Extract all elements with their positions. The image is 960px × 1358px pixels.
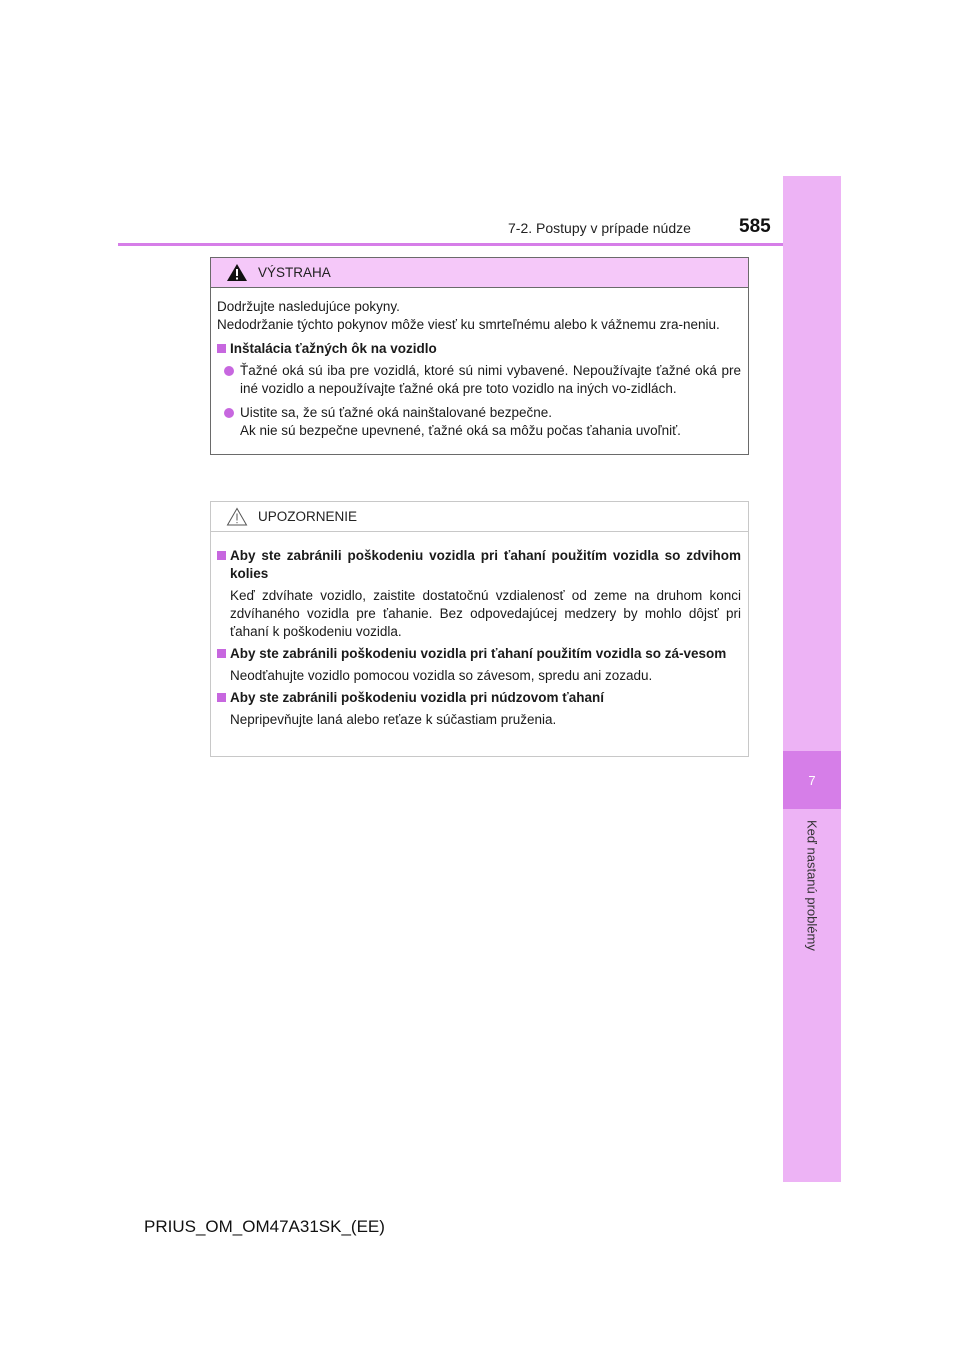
chapter-side-tab: [783, 176, 841, 1182]
caution-text-1: Keď zdvíhate vozidlo, zaistite dostatočnú vzdialenosť od zeme na druhom konci zdvíhaného vozidla pre ťahanie. Bez odpovedajúcej medzery by mohlo dôjsť pri ťahaní k poškodeniu vozidla.: [230, 588, 741, 639]
square-bullet-icon: [217, 649, 226, 658]
warning-bullet-1: [217, 362, 741, 398]
footer-document-code: PRIUS_OM_OM47A31SK_(EE): [144, 1217, 385, 1236]
square-bullet-icon: [217, 344, 226, 353]
header-rule: [118, 243, 783, 246]
warning-header: [211, 258, 748, 288]
warning-bullet-2: [217, 404, 741, 440]
square-bullet-icon: [217, 551, 226, 560]
caution-body: [211, 532, 748, 741]
warning-intro: [217, 298, 741, 334]
warning-heading: [217, 340, 741, 358]
caution-header: [211, 502, 748, 532]
warning-bullet-1-text: Ťažné oká sú iba pre vozidlá, ktoré sú nimi vybavené. Nepoužívajte ťažné oká pre iné vozidlo a nepoužívajte ťažné oká pre toto vozidlo na iných vo-zidlách.: [240, 363, 741, 396]
square-bullet-icon: [217, 693, 226, 702]
chapter-label: Keď nastanú problémy: [804, 820, 820, 951]
caution-title: UPOZORNENIE: [258, 509, 358, 524]
caution-heading-3-text: Aby ste zabránili poškodeniu vozidla pri núdzovom ťahaní: [230, 690, 605, 705]
caution-heading-3: [217, 689, 741, 707]
warning-bullet-2-text: [240, 404, 681, 440]
caution-box: [210, 501, 749, 757]
warning-heading-text: Inštalácia ťažných ôk na vozidlo: [230, 341, 437, 356]
warning-intro-line2: Nedodržanie týchto pokynov môže viesť ku smrteľnému alebo k vážnemu zra-neniu.: [217, 317, 720, 332]
warning-bullet-2-line2: Ak nie sú bezpečne upevnené, ťažné oká sa môžu počas ťahania uvoľniť.: [240, 423, 681, 438]
warning-title: VÝSTRAHA: [258, 265, 331, 280]
caution-heading-1: [217, 547, 741, 583]
warning-triangle-icon: [226, 263, 248, 282]
warning-box: [210, 257, 749, 455]
page-number: 585: [739, 216, 771, 237]
caution-heading-2-text: Aby ste zabránili poškodeniu vozidla pri ťahaní použitím vozidla so zá-vesom: [230, 646, 727, 661]
circle-bullet-icon: [224, 408, 234, 418]
caution-heading-1-text: Aby ste zabránili poškodeniu vozidla pri ťahaní použitím vozidla so zdvihom kolies: [230, 548, 741, 581]
section-title: 7-2. Postupy v prípade núdze: [508, 220, 691, 236]
circle-bullet-icon: [224, 366, 234, 376]
warning-body: [211, 288, 748, 454]
caution-heading-2: [217, 645, 741, 663]
warning-intro-line1: Dodržujte nasledujúce pokyny.: [217, 299, 400, 314]
caution-text-2: Neodťahujte vozidlo pomocou vozidla so závesom, spredu ani zozadu.: [230, 668, 653, 683]
caution-text-3: Nepripevňujte laná alebo reťaze k súčastiam pruženia.: [230, 712, 557, 727]
chapter-number: 7: [783, 751, 841, 809]
warning-bullet-2-line1: Uistite sa, že sú ťažné oká nainštalované bezpečne.: [240, 405, 553, 420]
caution-triangle-icon: [226, 507, 248, 526]
